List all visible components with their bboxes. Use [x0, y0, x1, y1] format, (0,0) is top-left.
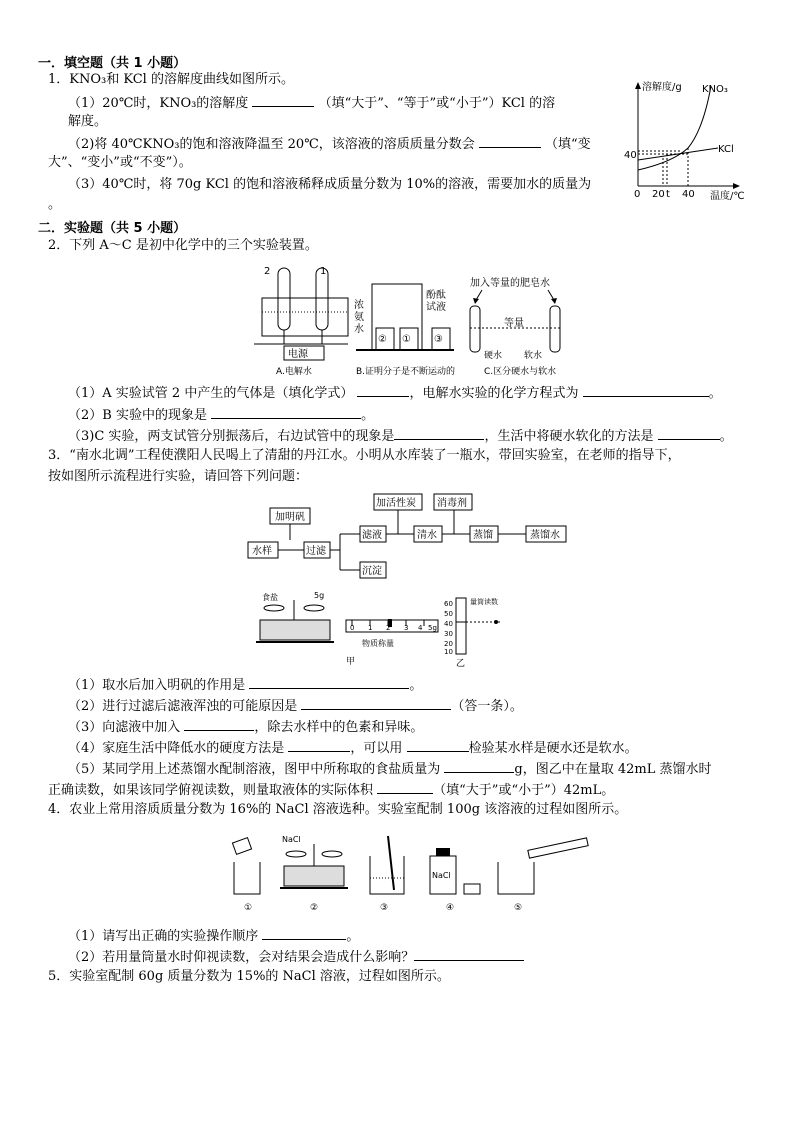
q2-p1-gas-blank[interactable]	[357, 382, 409, 397]
graph-x0: 0	[634, 189, 641, 200]
phenol-label-2: 试液	[426, 302, 446, 313]
q2-p1-text-c: 。	[708, 386, 722, 401]
graph-x40: 40	[682, 189, 695, 200]
flow-distill: 蒸馏	[473, 530, 493, 541]
q3-p4-text-b: ，可以用	[350, 741, 403, 756]
ammonia-label-2: 氨	[354, 312, 364, 323]
q3-part5	[68, 758, 712, 780]
beaker-1-label: ①	[402, 334, 411, 345]
q3-p5-text-c: 正确读数，如果该同学俯视读数，则量取液体的实际体积	[48, 783, 374, 798]
scale-mass-label: 物质称量	[362, 639, 394, 648]
q4-stem: 4．农业上常用溶质质量分数为 16%的 NaCl 溶液选种。实验室配制 100g 该溶液的过程如图所示。	[48, 802, 628, 817]
step-5-add-water	[498, 838, 588, 913]
flow-sediment: 沉淀	[362, 566, 382, 577]
soft-water-label: 软水	[524, 351, 543, 361]
q2-p2-phenomenon-blank[interactable]	[211, 404, 361, 419]
electrolysis-apparatus	[254, 266, 348, 377]
phenol-label-1: 酚酞	[426, 290, 446, 301]
balance-weight-label: 5g	[314, 591, 325, 600]
q2-p1-text-b: ，电解水实验的化学方程式为	[409, 386, 579, 401]
q1-part3-end	[48, 195, 61, 215]
flow-filtrate: 滤液	[362, 530, 382, 541]
step-1-number: ①	[244, 903, 253, 913]
q1-p3-text-a: （3）40℃时，将 70g KCl 的饱和溶液稀释成质量分数为 10%的溶液，需要加水的质量为	[68, 177, 592, 192]
step-1-pour	[232, 838, 260, 913]
q2-p3-phenomenon-blank[interactable]	[394, 425, 484, 440]
tube-2-label: 2	[264, 266, 271, 277]
cyl-10: 10	[444, 648, 453, 656]
cyl-50: 50	[444, 610, 453, 618]
solution-preparation-figure	[224, 830, 594, 916]
cyl-40: 40	[444, 620, 453, 628]
q2-p1-equation-blank[interactable]	[583, 382, 709, 397]
q1-part2	[68, 133, 591, 155]
tube-1-label: 1	[320, 266, 327, 277]
q2-p3-method-blank[interactable]	[658, 425, 720, 440]
step-3-stir	[370, 836, 404, 913]
rider-scale-figure	[346, 619, 438, 667]
flow-distilled-water: 蒸馏水	[530, 530, 560, 541]
q2-p3-text-a: （3)C 实验，两支试管分别振荡后，右边试管中的现象是	[68, 429, 395, 444]
figure-yi-label: 乙	[456, 659, 466, 669]
scale-1: 1	[368, 624, 373, 632]
q3-p4-method-blank[interactable]	[288, 737, 350, 752]
q3-p3-blank[interactable]	[184, 716, 254, 731]
step-4-nacl-label: NaCl	[432, 871, 451, 880]
balance-salt-label: 食盐	[262, 593, 278, 602]
q4-part1	[68, 925, 359, 947]
q2-part1	[68, 382, 722, 404]
q3-p5-text-a: （5）某同学用上述蒸馏水配制溶液，图甲中所称取的食盐质量为	[68, 762, 441, 777]
step-4-reagent	[430, 848, 480, 913]
q4-p1-order-blank[interactable]	[262, 925, 346, 940]
fig-c-caption: C.区分硬水与软水	[484, 367, 557, 377]
ammonia-label-3: 水	[354, 324, 364, 335]
q3-stem-line1: 3．“南水北调”工程使濮阳人民喝上了清甜的丹江水。小明从水库装了一瓶水，带回实验室，在老师的指导下，	[48, 448, 681, 463]
balance-figure	[256, 591, 334, 642]
q2-p3-text-b: ，生活中将硬水软化的方法是	[484, 429, 654, 444]
step-2-nacl-label: NaCl	[282, 835, 301, 844]
hard-water-label: 硬水	[484, 351, 503, 361]
figure-jia-label: 甲	[346, 657, 356, 667]
graph-xlabel: 温度/℃	[710, 191, 745, 202]
beaker-2-label: ②	[378, 334, 387, 345]
q2-part2	[68, 404, 374, 426]
q3-p4-text-a: （4）家庭生活中降低水的硬度方法是	[68, 741, 285, 756]
balance-and-cylinder-figure	[252, 590, 522, 670]
q3-p3-text-a: （3）向滤液中加入	[68, 720, 181, 735]
graph-xt: t	[666, 189, 670, 200]
q2-p2-text-a: （2）B 实验中的现象是	[68, 408, 207, 423]
q3-p4-text-c: 检验某水样是硬水还是软水。	[468, 741, 638, 756]
cylinder-title: 量筒读数	[470, 598, 498, 606]
step-2-number: ②	[310, 903, 319, 913]
flow-filter: 过滤	[306, 546, 326, 557]
q3-part1	[68, 674, 422, 696]
q1-stem: 1．KNO₃和 KCl 的溶解度曲线如图所示。	[48, 72, 294, 87]
q3-p5-text-d: （填“大于”或“小于”）42mL。	[433, 783, 615, 798]
q3-p1-blank[interactable]	[249, 674, 409, 689]
scale-0: 0	[350, 624, 355, 632]
q3-p2-text-b: （答一条）。	[451, 699, 523, 714]
q4-p2-text-a: （2）若用量筒量水时仰视读数，会对结果会造成什么影响？	[68, 950, 415, 965]
soap-water-label: 加入等量的肥皂水	[470, 278, 550, 289]
cyl-30: 30	[444, 630, 453, 638]
flow-clear-water: 清水	[417, 530, 437, 541]
flow-carbon: 加活性炭	[376, 498, 416, 509]
step-2-weigh	[280, 835, 348, 913]
q3-p5-mass-blank[interactable]	[444, 758, 514, 773]
water-purification-flowchart	[244, 490, 574, 582]
q1-p2-text-b: （填“变	[545, 137, 591, 152]
equal-amount-label: 等量	[504, 318, 524, 329]
scale-4: 4	[418, 624, 423, 632]
graph-kno3-label: KNO₃	[702, 84, 728, 95]
graduated-cylinder-figure	[444, 597, 500, 669]
q3-p5-volume-blank[interactable]	[377, 779, 433, 794]
q1-p2-answer-blank[interactable]	[479, 133, 541, 148]
step-4-number: ④	[446, 903, 455, 913]
q1-p1-text-c: 解度。	[68, 114, 108, 129]
scale-3: 3	[404, 624, 409, 632]
scale-2: 2	[386, 624, 391, 632]
graph-ylabel: 溶解度/g	[642, 82, 682, 93]
scale-5g: 5g	[428, 624, 437, 632]
solubility-curve-figure	[618, 78, 768, 202]
q2-p1-text-a: （1）A 实验试管 2 中产生的气体是（填化学式）	[68, 386, 354, 401]
section-title-experiment: 二．实验题（共 5 小题）	[38, 221, 187, 236]
q2-apparatus-figure	[248, 262, 588, 380]
q2-stem: 2．下列 A～C 是初中化学中的三个实验装置。	[48, 238, 318, 253]
q1-part1	[68, 92, 555, 114]
ammonia-label-1: 浓	[354, 300, 364, 311]
q3-part3	[68, 716, 423, 738]
q1-p1-answer-blank[interactable]	[252, 92, 314, 107]
q1-p1-text-b: （填“大于”、“等于”或“小于”）KCl 的溶	[318, 96, 556, 111]
power-supply-label: 电源	[288, 349, 308, 360]
q1-p1-text-a: （1）20℃时，KNO₃的溶解度	[68, 96, 249, 111]
q2-p3-text-c: 。	[719, 429, 733, 444]
q2-part3	[68, 425, 733, 447]
q2-p2-text-b: 。	[361, 408, 375, 423]
section-title-fill-blank: 一．填空题（共 1 小题）	[38, 56, 187, 71]
flow-alum: 加明矾	[275, 512, 305, 523]
q5-stem: 5．实验室配制 60g 质量分数为 15%的 NaCl 溶液，过程如图所示。	[48, 969, 450, 984]
cyl-60: 60	[444, 600, 453, 608]
q3-p5-text-b: g，图乙中在量取 42mL 蒸馏水时	[514, 762, 712, 777]
step-3-number: ③	[380, 903, 389, 913]
flow-disinfectant: 消毒剂	[437, 498, 467, 509]
q4-p2-effect-blank[interactable]	[414, 946, 524, 961]
graph-y-arrow	[635, 82, 641, 89]
q4-p1-text-a: （1）请写出正确的实验操作顺序	[68, 929, 259, 944]
hard-soft-water-apparatus	[470, 276, 560, 377]
graph-x20: 20	[652, 189, 665, 200]
q3-stem-line2: 按如图所示流程进行实验，请回答下列问题：	[48, 469, 309, 484]
q3-part5-cont	[48, 779, 614, 801]
step-5-number: ⑤	[514, 903, 523, 913]
kno3-curve	[638, 86, 711, 170]
q1-p3-text-b: 。	[48, 197, 62, 212]
q4-p1-text-b: 。	[346, 929, 360, 944]
beaker-3-label: ③	[434, 334, 443, 345]
graph-y40: 40	[624, 150, 637, 161]
q3-p3-text-b: ，除去水样中的色素和异味。	[254, 720, 424, 735]
q1-p2-text-c: 大”、“变小”或“不变”）。	[48, 155, 192, 170]
q3-p1-text-b: 。	[409, 678, 423, 693]
q3-part4	[68, 737, 638, 759]
q3-p2-text-a: （2）进行过滤后滤液浑浊的可能原因是	[68, 699, 298, 714]
q3-p2-blank[interactable]	[301, 695, 451, 710]
fig-a-caption: A.电解水	[276, 367, 312, 377]
q1-p2-text-a: （2)将 40℃KNO₃的饱和溶液降温至 20℃，该溶液的溶质质量分数会	[68, 137, 475, 152]
molecule-motion-apparatus	[354, 284, 455, 377]
cyl-20: 20	[444, 640, 453, 648]
graph-x-arrow	[733, 183, 740, 189]
fig-b-caption: B.证明分子是不断运动的	[356, 367, 456, 377]
q4-part2	[68, 946, 524, 968]
graph-kcl-label: KCl	[718, 144, 734, 155]
q3-part2	[68, 695, 523, 717]
q3-p4-reagent-blank[interactable]	[407, 737, 469, 752]
q3-p1-text-a: （1）取水后加入明矾的作用是	[68, 678, 246, 693]
flow-sample: 水样	[252, 546, 272, 557]
